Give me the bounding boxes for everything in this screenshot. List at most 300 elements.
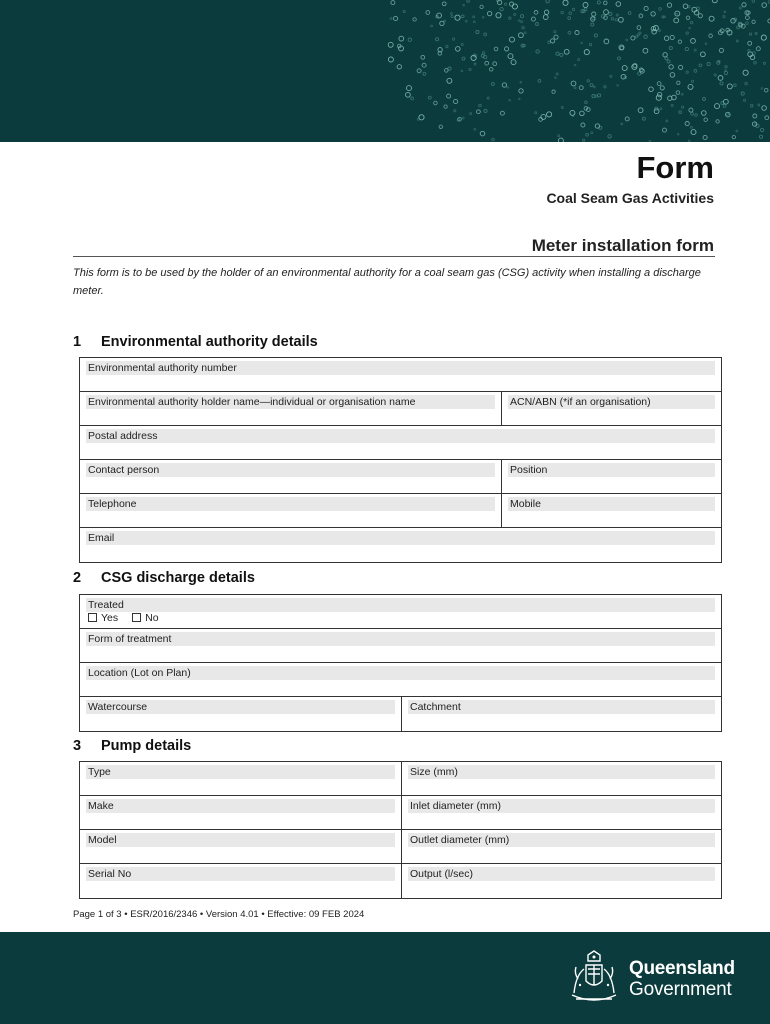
decorative-dot <box>724 71 727 74</box>
position-input[interactable] <box>508 477 715 491</box>
decorative-dot <box>701 52 706 57</box>
ea-number-input[interactable] <box>86 375 715 389</box>
decorative-dot <box>617 85 619 87</box>
decorative-dot <box>547 112 552 117</box>
decorative-dot <box>563 0 568 5</box>
decorative-dot <box>461 70 463 72</box>
decorative-dot <box>462 117 464 119</box>
serial-no-field[interactable] <box>80 864 401 898</box>
decorative-dot <box>715 104 720 109</box>
table-row <box>80 796 721 830</box>
decorative-dot <box>514 14 516 16</box>
field-label: Treated <box>86 598 715 612</box>
decorative-dot <box>535 112 537 114</box>
decorative-dot <box>699 64 702 67</box>
decorative-dot <box>745 83 747 85</box>
decorative-dot <box>691 112 694 115</box>
decorative-dot <box>608 135 611 138</box>
header-banner <box>0 0 770 142</box>
decorative-dot <box>759 135 762 138</box>
decorative-dot <box>746 16 750 20</box>
decorative-dot <box>439 125 442 128</box>
form-of-treatment-field[interactable] <box>80 629 721 662</box>
decorative-dot <box>753 52 756 55</box>
decorative-dot <box>462 57 465 60</box>
decorative-dot <box>536 23 539 26</box>
decorative-dot <box>709 34 713 38</box>
decorative-dot <box>690 21 692 23</box>
decorative-dot <box>572 8 574 10</box>
size-input[interactable] <box>408 779 715 793</box>
decorative-dot <box>485 61 489 65</box>
decorative-dot <box>473 16 475 18</box>
decorative-dot <box>454 99 458 103</box>
decorative-dot <box>571 81 576 86</box>
table-row <box>80 629 721 663</box>
decorative-dot <box>511 60 516 65</box>
decorative-dot <box>663 128 667 132</box>
decorative-dot <box>500 111 504 115</box>
decorative-dot <box>615 19 617 21</box>
decorative-dot <box>581 123 585 127</box>
catchment-field[interactable] <box>401 697 721 731</box>
holder-name-input[interactable] <box>86 409 495 423</box>
decorative-dot <box>493 62 497 66</box>
decorative-dot <box>676 91 680 95</box>
pump-details-table <box>79 761 722 899</box>
decorative-dot <box>496 13 501 18</box>
decorative-dot <box>442 2 446 6</box>
decorative-dot <box>578 59 580 61</box>
title-divider <box>73 256 715 257</box>
decorative-dot <box>694 70 697 73</box>
field-label: Make <box>86 799 395 813</box>
decorative-dot <box>554 35 558 39</box>
treated-yes-option[interactable] <box>88 612 118 624</box>
decorative-dot <box>531 17 535 21</box>
holder-name-field[interactable] <box>80 392 501 425</box>
decorative-dot <box>454 110 456 112</box>
decorative-dot <box>461 15 464 18</box>
decorative-dot <box>644 35 647 38</box>
decorative-dot <box>743 70 748 75</box>
decorative-dot <box>455 15 460 20</box>
location-field[interactable] <box>80 663 721 696</box>
decorative-dot <box>643 48 648 53</box>
decorative-dot <box>444 105 447 108</box>
location-input[interactable] <box>86 680 715 694</box>
section-heading-discharge <box>73 570 255 586</box>
postal-address-input[interactable] <box>86 443 715 457</box>
decorative-dot <box>587 80 589 82</box>
decorative-dot <box>457 119 460 122</box>
decorative-dot <box>561 107 563 109</box>
mobile-field[interactable] <box>501 494 721 527</box>
decorative-dot <box>723 105 726 108</box>
decorative-dot <box>761 35 766 40</box>
treated-no-option[interactable] <box>132 612 158 624</box>
decorative-dot <box>388 42 393 47</box>
decorative-dot <box>677 133 679 135</box>
decorative-dot <box>592 95 595 98</box>
decorative-dot <box>584 50 589 55</box>
decorative-dot <box>391 1 395 5</box>
decorative-dot <box>662 16 664 18</box>
decorative-dot <box>618 57 621 60</box>
decorative-dot <box>666 120 668 122</box>
decorative-dot <box>519 89 523 93</box>
decorative-dot <box>749 33 751 35</box>
telephone-field[interactable] <box>80 494 501 527</box>
section-title: Environmental authority details <box>101 334 318 350</box>
decorative-dot <box>626 39 628 41</box>
decorative-dot <box>422 63 426 67</box>
decorative-dot <box>604 39 609 44</box>
decorative-dot <box>689 108 693 112</box>
decorative-dot <box>704 118 708 122</box>
decorative-dot <box>651 12 655 16</box>
outlet-diameter-field[interactable] <box>401 830 721 863</box>
decorative-dot <box>491 82 494 85</box>
field-label: Mobile <box>508 497 715 511</box>
decorative-dot <box>564 49 569 54</box>
decorative-dot <box>625 117 629 121</box>
decorative-dot <box>447 78 452 83</box>
decorative-dot <box>678 40 681 43</box>
decorative-dot <box>447 94 451 98</box>
make-field[interactable] <box>80 796 401 829</box>
decorative-dot <box>423 72 426 75</box>
decorative-dot <box>695 114 698 117</box>
decorative-dot <box>568 17 571 20</box>
decorative-dot <box>480 5 483 8</box>
decorative-dot <box>683 4 688 9</box>
field-label: Type <box>86 765 395 779</box>
decorative-dot <box>671 105 673 107</box>
section-number: 3 <box>73 738 82 754</box>
contact-person-field[interactable] <box>80 460 501 493</box>
ea-details-table <box>79 357 722 563</box>
form-category: Coal Seam Gas Activities <box>546 190 714 206</box>
decorative-dot <box>585 101 588 104</box>
decorative-dot <box>755 32 757 34</box>
model-field[interactable] <box>80 830 401 863</box>
decorative-dot <box>754 62 757 65</box>
decorative-dot <box>570 110 575 115</box>
decorative-dot <box>399 36 404 41</box>
type-input[interactable] <box>86 779 395 793</box>
decorative-dot <box>536 50 539 53</box>
decorative-dot <box>552 90 555 93</box>
decorative-dot <box>403 11 405 13</box>
decorative-dot <box>744 99 746 101</box>
decorative-dot <box>556 52 559 55</box>
decorative-dot <box>554 31 556 33</box>
field-label: Environmental authority number <box>86 361 715 375</box>
table-row <box>80 460 721 494</box>
decorative-dot <box>702 111 707 116</box>
watercourse-field[interactable] <box>80 697 401 731</box>
decorative-dot <box>597 1 600 4</box>
decorative-dot <box>461 44 463 46</box>
decorative-dot <box>502 83 506 87</box>
decorative-dot <box>494 47 498 51</box>
field-label: Position <box>508 463 715 477</box>
email-input[interactable] <box>86 545 715 559</box>
decorative-dot <box>679 111 682 114</box>
table-row <box>80 830 721 864</box>
decorative-dot <box>644 6 648 10</box>
decorative-dot <box>417 118 419 120</box>
ea-number-field[interactable] <box>80 358 721 391</box>
field-label: ACN/ABN (*if an organisation) <box>508 395 715 409</box>
decorative-dot <box>686 16 689 19</box>
decorative-dot <box>690 126 692 128</box>
decorative-dot <box>489 68 493 72</box>
decorative-dot <box>581 42 583 44</box>
type-field[interactable] <box>80 762 401 795</box>
decorative-dot <box>582 139 584 141</box>
decorative-dot <box>575 30 579 34</box>
decorative-dot <box>696 7 699 10</box>
decorative-dot <box>555 77 557 79</box>
government-name-line1: Queensland <box>629 958 735 979</box>
position-field[interactable] <box>501 460 721 493</box>
decorative-dot <box>712 0 717 3</box>
decorative-dot <box>732 135 735 138</box>
decorative-dot <box>520 82 522 84</box>
decorative-dot <box>406 92 411 97</box>
decorative-dot <box>574 64 576 66</box>
decorative-dot <box>719 48 723 52</box>
decorative-dot <box>649 140 651 142</box>
option-label: Yes <box>101 612 119 624</box>
decorative-dot <box>670 73 675 78</box>
decorative-dot <box>707 62 710 65</box>
section-heading-ea <box>73 334 318 350</box>
decorative-dot <box>736 130 738 132</box>
decorative-dot <box>758 104 760 106</box>
decorative-dot <box>616 14 618 16</box>
decorative-dot <box>691 80 693 82</box>
decorative-dot <box>592 12 596 16</box>
decorative-dot <box>519 33 524 38</box>
decorative-dot <box>397 65 401 69</box>
treated-yes-checkbox[interactable] <box>88 613 97 622</box>
decorative-dot <box>748 41 752 45</box>
outlet-diameter-input[interactable] <box>408 847 715 861</box>
section-number: 2 <box>73 570 82 586</box>
decorative-dot <box>453 38 455 40</box>
field-label: Model <box>86 833 395 847</box>
decorative-dot <box>434 101 438 105</box>
intro-text: This form is to be used by the holder of an environmental authority for a coal seam gas (CSG) activity when installing a discharge meter. <box>73 267 701 297</box>
decorative-dot <box>482 17 484 19</box>
decorative-dot <box>718 76 723 81</box>
decorative-dot <box>469 68 471 70</box>
field-label: Contact person <box>86 463 495 477</box>
decorative-dot <box>727 84 732 89</box>
form-of-treatment-input[interactable] <box>86 646 715 660</box>
decorative-dot <box>622 66 627 71</box>
decorative-dot <box>595 124 599 128</box>
mobile-input[interactable] <box>508 511 715 525</box>
treated-options <box>86 612 715 624</box>
decorative-dot <box>724 99 729 104</box>
decorative-dot <box>551 39 555 43</box>
decorative-dot <box>426 11 430 15</box>
decorative-dot <box>761 88 763 90</box>
table-row <box>80 864 721 898</box>
page-footer: Page 1 of 3 • ESR/2016/2346 • Version 4.01 • Effective: 09 FEB 2024 <box>73 909 365 920</box>
section-title: CSG discharge details <box>101 570 255 586</box>
watercourse-input[interactable] <box>86 714 395 728</box>
decorative-dot <box>741 92 744 95</box>
serial-no-input[interactable] <box>86 881 395 895</box>
decorative-dot <box>512 4 517 9</box>
decorative-dot <box>658 29 660 31</box>
decorative-dot <box>748 49 750 51</box>
decorative-dot <box>451 13 453 15</box>
decorative-dot <box>435 38 438 41</box>
decorative-dot <box>604 86 606 88</box>
decorative-dot <box>660 108 662 110</box>
decorative-dot <box>709 16 714 21</box>
decorative-dot <box>484 33 487 36</box>
decorative-dot <box>736 40 738 42</box>
postal-address-field[interactable] <box>80 426 721 459</box>
inlet-diameter-input[interactable] <box>408 813 715 827</box>
telephone-input[interactable] <box>86 511 495 525</box>
decorative-dot <box>628 12 631 15</box>
decorative-dot <box>482 52 484 54</box>
decorative-dot <box>586 133 589 136</box>
decorative-dot <box>591 132 593 134</box>
decorative-dot <box>734 84 737 87</box>
table-row <box>80 663 721 697</box>
decorative-dot <box>560 53 563 56</box>
decorative-dot <box>685 47 688 50</box>
decorative-dot <box>580 111 585 116</box>
inlet-diameter-field[interactable] <box>401 796 721 829</box>
section-number: 1 <box>73 334 82 350</box>
decorative-dot-pattern <box>0 0 770 142</box>
decorative-dot <box>720 82 723 85</box>
government-name-line2: Government <box>629 979 732 1000</box>
decorative-dot <box>631 36 635 40</box>
decorative-dot <box>760 128 763 131</box>
decorative-dot <box>479 104 482 107</box>
decorative-dot <box>591 23 594 26</box>
field-label: Serial No <box>86 867 395 881</box>
decorative-dot <box>654 109 659 114</box>
decorative-dot <box>667 3 671 7</box>
table-row <box>80 358 721 392</box>
model-input[interactable] <box>86 847 395 861</box>
decorative-dot <box>388 57 393 62</box>
decorative-dot <box>660 86 664 90</box>
decorative-dot <box>593 86 595 88</box>
decorative-dot <box>676 14 678 16</box>
table-row <box>80 762 721 796</box>
field-label: Size (mm) <box>408 765 715 779</box>
decorative-dot <box>543 15 548 20</box>
decorative-dot <box>682 106 684 108</box>
decorative-dot <box>504 3 506 5</box>
decorative-dot <box>411 97 414 100</box>
decorative-dot <box>583 3 588 8</box>
decorative-dot <box>407 86 412 91</box>
decorative-dot <box>589 44 591 46</box>
decorative-dot <box>657 82 661 86</box>
decorative-dot <box>691 39 696 44</box>
decorative-dot <box>762 3 767 8</box>
output-input[interactable] <box>408 881 715 895</box>
size-field[interactable] <box>401 762 721 795</box>
decorative-dot <box>508 54 513 59</box>
decorative-dot <box>470 113 472 115</box>
decorative-dot <box>507 87 509 89</box>
decorative-dot <box>569 12 572 15</box>
decorative-dot <box>685 122 689 126</box>
decorative-dot <box>465 20 467 22</box>
decorative-dot <box>691 130 696 135</box>
decorative-dot <box>762 106 767 111</box>
decorative-dot <box>544 10 548 14</box>
decorative-dot <box>446 46 448 48</box>
decorative-dot <box>726 113 729 116</box>
decorative-dot <box>638 108 643 113</box>
decorative-dot <box>487 97 489 99</box>
decorative-dot <box>505 47 509 51</box>
decorative-dot <box>579 86 583 90</box>
catchment-input[interactable] <box>408 714 715 728</box>
treated-no-checkbox[interactable] <box>132 613 141 622</box>
decorative-dot <box>477 110 481 114</box>
decorative-dot <box>467 0 470 2</box>
decorative-dot <box>698 14 702 18</box>
decorative-dot <box>558 135 560 137</box>
decorative-dot <box>637 34 639 36</box>
contact-person-input[interactable] <box>86 477 495 491</box>
field-label: Telephone <box>86 497 495 511</box>
decorative-dot <box>604 1 608 5</box>
acn-abn-field[interactable] <box>501 392 721 425</box>
decorative-dot <box>716 120 719 123</box>
decorative-dot <box>476 30 479 33</box>
decorative-dot <box>694 49 696 51</box>
decorative-dot <box>664 36 668 40</box>
decorative-dot <box>679 65 683 69</box>
decorative-dot <box>689 27 691 29</box>
option-label: No <box>145 612 159 624</box>
decorative-dot <box>473 21 475 23</box>
decorative-dot <box>756 47 760 51</box>
decorative-dot <box>484 109 487 112</box>
field-label: Email <box>86 531 715 545</box>
decorative-dot <box>556 73 558 75</box>
email-field[interactable] <box>80 528 721 562</box>
acn-abn-input[interactable] <box>508 409 715 423</box>
output-field[interactable] <box>401 864 721 898</box>
field-label: Outlet diameter (mm) <box>408 833 715 847</box>
make-input[interactable] <box>86 813 395 827</box>
decorative-dot <box>519 98 521 100</box>
decorative-dot <box>620 46 624 50</box>
decorative-dot <box>604 10 609 15</box>
decorative-dot <box>750 104 753 107</box>
decorative-dot <box>394 16 398 20</box>
